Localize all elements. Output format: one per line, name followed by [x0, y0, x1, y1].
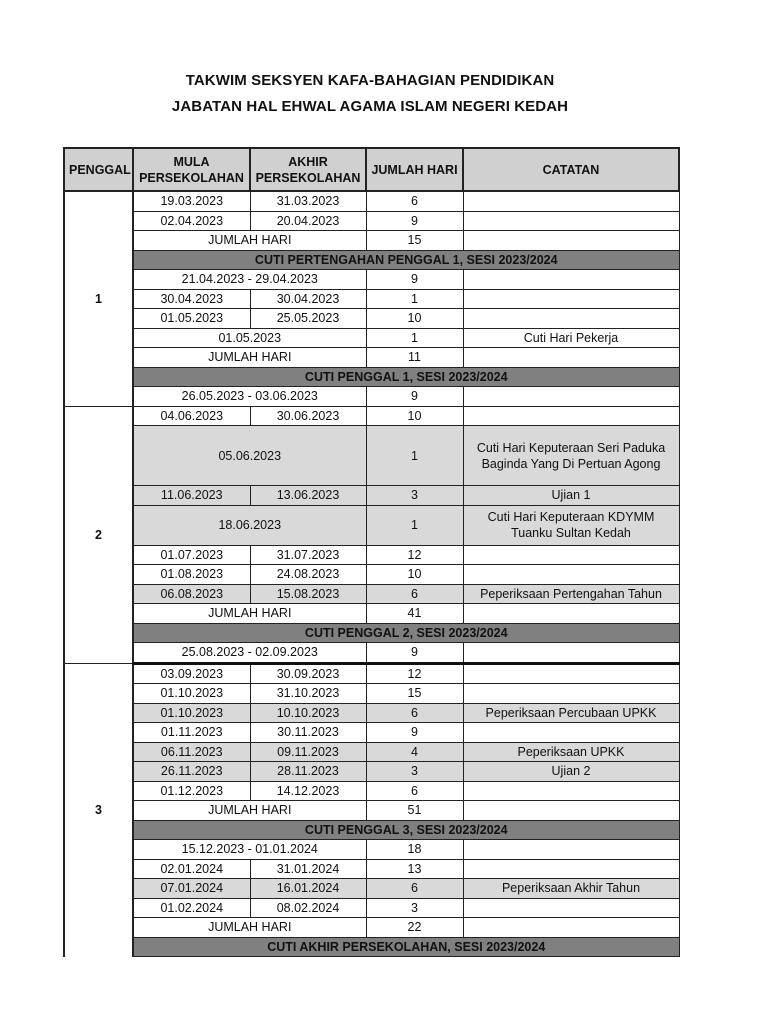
table-row	[64, 191, 679, 211]
catatan-cell	[463, 406, 679, 426]
jumlah-hari-value: 9	[366, 723, 463, 743]
jumlah-hari-value: 18	[366, 840, 463, 860]
mula-date: 26.11.2023	[133, 762, 250, 782]
table-row	[64, 820, 679, 840]
jumlah-hari-value: 6	[366, 191, 463, 211]
table-row	[64, 289, 679, 309]
mula-date: 06.08.2023	[133, 584, 250, 604]
mula-date: 01.12.2023	[133, 781, 250, 801]
date-range: 26.05.2023 - 03.06.2023	[133, 387, 366, 407]
mula-date: 07.01.2024	[133, 879, 250, 899]
akhir-date: 31.07.2023	[250, 545, 366, 565]
catatan-cell	[463, 545, 679, 565]
mula-date: 02.04.2023	[133, 211, 250, 231]
catatan-cell	[463, 231, 679, 251]
header-akhir	[250, 148, 366, 191]
table-row	[64, 505, 679, 545]
cuti-banner: CUTI PENGGAL 2, SESI 2023/2024	[133, 623, 679, 643]
akhir-date: 25.05.2023	[250, 309, 366, 329]
catatan-cell	[463, 191, 679, 211]
table-row	[64, 918, 679, 938]
catatan-cell	[463, 211, 679, 231]
table-row	[64, 663, 679, 684]
catatan-cell	[463, 723, 679, 743]
catatan-cell	[463, 643, 679, 664]
penggal-cell: 3	[64, 663, 133, 957]
mula-date: 01.10.2023	[133, 703, 250, 723]
catatan-cell	[463, 565, 679, 585]
catatan-cell: Peperiksaan Akhir Tahun	[463, 879, 679, 899]
jumlah-hari-value: 10	[366, 565, 463, 585]
penggal-cell: 2	[64, 406, 133, 663]
header-jumlah-hari: JUMLAH HARI	[366, 148, 463, 191]
table-row	[64, 684, 679, 704]
calendar-body	[64, 191, 679, 957]
catatan-cell	[463, 663, 679, 684]
mula-date: 01.10.2023	[133, 684, 250, 704]
date-range: 18.06.2023	[133, 505, 366, 545]
table-row	[64, 742, 679, 762]
date-range: 05.06.2023	[133, 426, 366, 486]
jumlah-hari-value: 1	[366, 505, 463, 545]
akhir-date: 24.08.2023	[250, 565, 366, 585]
header-mula-line1: MULA	[173, 154, 210, 169]
akhir-date: 30.11.2023	[250, 723, 366, 743]
table-row	[64, 723, 679, 743]
jumlah-hari-value: 3	[366, 762, 463, 782]
jumlah-hari-label: JUMLAH HARI	[133, 604, 366, 624]
jumlah-hari-value: 6	[366, 703, 463, 723]
table-row	[64, 623, 679, 643]
header-akhir-line2: PERSEKOLAHAN	[255, 170, 361, 185]
mula-date: 03.09.2023	[133, 663, 250, 684]
page-title: TAKWIM SEKSYEN KAFA-BAHAGIAN PENDIDIKAN	[185, 72, 555, 89]
catatan-cell	[463, 348, 679, 368]
table-row	[64, 879, 679, 899]
akhir-date: 30.06.2023	[250, 406, 366, 426]
table-row	[64, 211, 679, 231]
jumlah-hari-value: 6	[366, 584, 463, 604]
page-subtitle: JABATAN HAL EHWAL AGAMA ISLAM NEGERI KEDAH	[171, 98, 569, 115]
mula-date: 01.08.2023	[133, 565, 250, 585]
jumlah-hari-value: 9	[366, 211, 463, 231]
table-row	[64, 565, 679, 585]
penggal-cell: 1	[64, 191, 133, 406]
jumlah-hari-label: JUMLAH HARI	[133, 348, 366, 368]
akhir-date: 31.01.2024	[250, 859, 366, 879]
header-mula	[133, 148, 250, 191]
catatan-cell: Cuti Hari Keputeraan KDYMM Tuanku Sultan Kedah	[463, 505, 679, 545]
table-row	[64, 584, 679, 604]
catatan-cell	[463, 898, 679, 918]
catatan-cell	[463, 918, 679, 938]
table-row	[64, 270, 679, 290]
jumlah-hari-label: JUMLAH HARI	[133, 801, 366, 821]
table-row	[64, 937, 679, 957]
catatan-cell: Ujian 2	[463, 762, 679, 782]
jumlah-hari-value: 10	[366, 309, 463, 329]
table-row	[64, 898, 679, 918]
table-row	[64, 703, 679, 723]
jumlah-hari-value: 13	[366, 859, 463, 879]
jumlah-hari-value: 4	[366, 742, 463, 762]
catatan-cell	[463, 840, 679, 860]
catatan-cell	[463, 781, 679, 801]
catatan-cell	[463, 387, 679, 407]
jumlah-hari-total: 51	[366, 801, 463, 821]
table-row	[64, 545, 679, 565]
jumlah-hari-value: 6	[366, 879, 463, 899]
jumlah-hari-label: JUMLAH HARI	[133, 918, 366, 938]
jumlah-hari-total: 11	[366, 348, 463, 368]
catatan-cell: Peperiksaan Percubaan UPKK	[463, 703, 679, 723]
mula-date: 19.03.2023	[133, 191, 250, 211]
jumlah-hari-value: 10	[366, 406, 463, 426]
akhir-date: 09.11.2023	[250, 742, 366, 762]
mula-date: 04.06.2023	[133, 406, 250, 426]
date-range: 01.05.2023	[133, 328, 366, 348]
jumlah-hari-total: 41	[366, 604, 463, 624]
akhir-date: 31.03.2023	[250, 191, 366, 211]
cuti-banner: CUTI PENGGAL 1, SESI 2023/2024	[133, 367, 679, 387]
akhir-date: 28.11.2023	[250, 762, 366, 782]
catatan-cell	[463, 684, 679, 704]
header-row	[64, 148, 679, 191]
table-row	[64, 406, 679, 426]
table-row	[64, 859, 679, 879]
akhir-date: 30.09.2023	[250, 663, 366, 684]
table-row	[64, 762, 679, 782]
akhir-date: 30.04.2023	[250, 289, 366, 309]
table-row	[64, 309, 679, 329]
akhir-date: 13.06.2023	[250, 486, 366, 506]
jumlah-hari-value: 9	[366, 387, 463, 407]
akhir-date: 15.08.2023	[250, 584, 366, 604]
catatan-cell: Peperiksaan Pertengahan Tahun	[463, 584, 679, 604]
table-row	[64, 643, 679, 664]
akhir-date: 20.04.2023	[250, 211, 366, 231]
table-row	[64, 801, 679, 821]
akhir-date: 08.02.2024	[250, 898, 366, 918]
jumlah-hari-value: 3	[366, 486, 463, 506]
header-mula-line2: PERSEKOLAHAN	[139, 170, 244, 185]
header-akhir-line1: AKHIR	[288, 154, 328, 169]
date-range: 15.12.2023 - 01.01.2024	[133, 840, 366, 860]
jumlah-hari-total: 15	[366, 231, 463, 251]
table-row	[64, 367, 679, 387]
table-row	[64, 231, 679, 251]
akhir-date: 31.10.2023	[250, 684, 366, 704]
header-catatan: CATATAN	[463, 148, 679, 191]
cuti-banner: CUTI AKHIR PERSEKOLAHAN, SESI 2023/2024	[133, 937, 679, 957]
jumlah-hari-value: 15	[366, 684, 463, 704]
jumlah-hari-value: 9	[366, 270, 463, 290]
mula-date: 01.02.2024	[133, 898, 250, 918]
jumlah-hari-total: 22	[366, 918, 463, 938]
mula-date: 02.01.2024	[133, 859, 250, 879]
jumlah-hari-value: 1	[366, 289, 463, 309]
table-row	[64, 250, 679, 270]
cuti-banner: CUTI PENGGAL 3, SESI 2023/2024	[133, 820, 679, 840]
table-row	[64, 604, 679, 624]
table-row	[64, 840, 679, 860]
jumlah-hari-value: 12	[366, 545, 463, 565]
akhir-date: 10.10.2023	[250, 703, 366, 723]
catatan-cell: Peperiksaan UPKK	[463, 742, 679, 762]
catatan-cell	[463, 289, 679, 309]
date-range: 25.08.2023 - 02.09.2023	[133, 643, 366, 664]
catatan-cell: Cuti Hari Keputeraan Seri Paduka Baginda Yang Di Pertuan Agong	[463, 426, 679, 486]
catatan-cell	[463, 309, 679, 329]
date-range: 21.04.2023 - 29.04.2023	[133, 270, 366, 290]
catatan-cell	[463, 270, 679, 290]
catatan-cell: Cuti Hari Pekerja	[463, 328, 679, 348]
mula-date: 01.11.2023	[133, 723, 250, 743]
mula-date: 01.07.2023	[133, 545, 250, 565]
table-row	[64, 781, 679, 801]
table-row	[64, 426, 679, 486]
mula-date: 30.04.2023	[133, 289, 250, 309]
mula-date: 11.06.2023	[133, 486, 250, 506]
mula-date: 01.05.2023	[133, 309, 250, 329]
table-row	[64, 387, 679, 407]
mula-date: 06.11.2023	[133, 742, 250, 762]
jumlah-hari-value: 1	[366, 328, 463, 348]
catatan-cell: Ujian 1	[463, 486, 679, 506]
jumlah-hari-label: JUMLAH HARI	[133, 231, 366, 251]
jumlah-hari-value: 12	[366, 663, 463, 684]
jumlah-hari-value: 9	[366, 643, 463, 664]
akhir-date: 14.12.2023	[250, 781, 366, 801]
jumlah-hari-value: 6	[366, 781, 463, 801]
cuti-banner: CUTI PERTENGAHAN PENGGAL 1, SESI 2023/2024	[133, 250, 679, 270]
catatan-cell	[463, 801, 679, 821]
header-penggal: PENGGAL	[64, 148, 133, 191]
table-row	[64, 328, 679, 348]
jumlah-hari-value: 1	[366, 426, 463, 486]
calendar-table	[63, 147, 680, 957]
jumlah-hari-value: 3	[366, 898, 463, 918]
catatan-cell	[463, 859, 679, 879]
table-row	[64, 348, 679, 368]
catatan-cell	[463, 604, 679, 624]
table-row	[64, 486, 679, 506]
akhir-date: 16.01.2024	[250, 879, 366, 899]
